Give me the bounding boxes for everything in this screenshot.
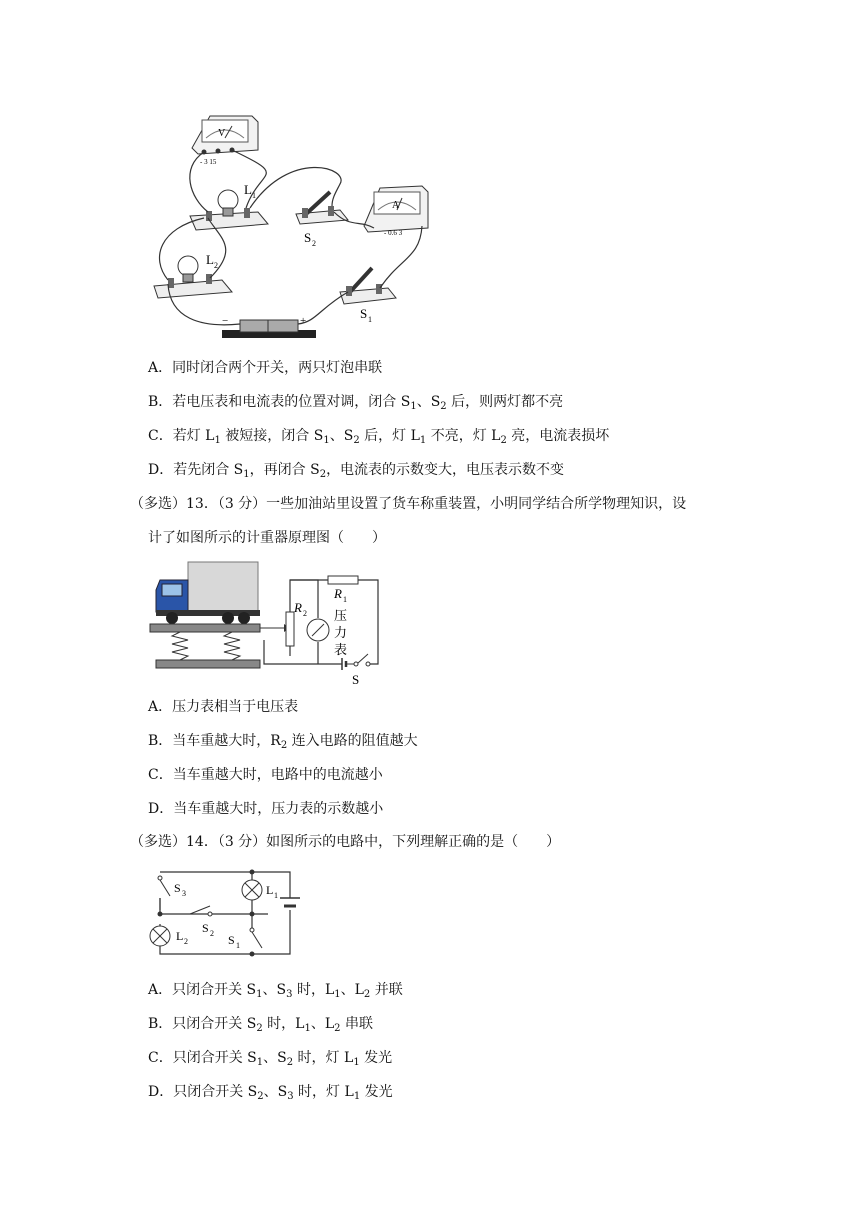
svg-text:−: −	[222, 315, 229, 327]
q12-option-c: C．若灯 $L_1$ 被短接，闭合 $S_1$、$S_2$ 后，灯 $L_1$ 不亮，灯 $L_2$ 亮，电流表损坏	[148, 428, 610, 446]
switch-s	[358, 654, 368, 663]
circuit-photo-figure	[140, 108, 440, 344]
q13-option-a: A．压力表相当于电压表	[148, 699, 299, 715]
svg-text:压: 压	[334, 608, 348, 623]
lamp-switch-circuit-figure	[140, 862, 310, 966]
q13-stem-line2: 计了如图所示的计重器原理图（ ）	[148, 530, 386, 546]
q13-option-b: B．当车重越大时，$R_2$ 连入电路的阻值越大	[148, 733, 418, 751]
svg-text:S: S	[360, 306, 368, 321]
ammeter	[364, 186, 428, 237]
lamp-l1-symbol	[242, 880, 262, 900]
resistor-r2	[286, 612, 294, 646]
weighing-circuit-figure	[148, 556, 388, 688]
svg-text:S: S	[202, 921, 209, 935]
truck-image	[156, 562, 260, 624]
svg-text:2: 2	[303, 609, 307, 618]
q14-option-c: C．只闭合开关 $S_1$、$S_2$ 时，灯 $L_1$ 发光	[148, 1050, 393, 1068]
svg-text:- 0.6 3: - 0.6 3	[384, 229, 403, 237]
svg-text:力: 力	[334, 625, 348, 640]
svg-text:- 3 15: - 3 15	[200, 158, 217, 166]
switch-s3	[160, 880, 170, 896]
q13-stem-line1: （多选）13．（3 分）一些加油站里设置了货车称重装置，小明同学结合所学物理知识，设	[130, 496, 687, 512]
svg-text:表: 表	[334, 642, 348, 657]
svg-text:2: 2	[184, 937, 188, 946]
svg-text:R: R	[294, 600, 302, 615]
svg-text:1: 1	[343, 595, 347, 604]
svg-text:S: S	[352, 672, 360, 687]
q14-stem: （多选）14．（3 分）如图所示的电路中，下列理解正确的是（ ）	[130, 834, 561, 850]
base-plate	[156, 660, 260, 668]
switch-s1	[340, 268, 396, 324]
resistor-r1	[328, 576, 358, 584]
svg-text:2: 2	[210, 929, 214, 938]
svg-text:L: L	[266, 883, 274, 897]
svg-text:L: L	[206, 252, 214, 267]
lamp-l2-symbol	[150, 926, 170, 946]
spring-left	[172, 632, 188, 660]
q14-option-b: B．只闭合开关 $S_2$ 时，$L_1$、$L_2$ 串联	[148, 1016, 373, 1034]
weighing-platform	[150, 624, 260, 632]
q13-option-c: C．当车重越大时，电路中的电流越小	[148, 767, 383, 783]
svg-text:1: 1	[368, 315, 372, 324]
svg-text:1: 1	[274, 891, 278, 900]
q12-option-a: A．同时闭合两个开关，两只灯泡串联	[148, 360, 383, 376]
lamp-l2	[154, 252, 232, 298]
svg-text:+: +	[300, 315, 307, 327]
svg-text:3: 3	[182, 889, 186, 898]
switch-s1	[252, 932, 262, 948]
q12-option-b: B．若电压表和电流表的位置对调，闭合 $S_1$、$S_2$ 后，则两灯都不亮	[148, 394, 564, 412]
svg-text:1: 1	[236, 941, 240, 950]
svg-text:V: V	[218, 128, 226, 139]
svg-text:L: L	[176, 929, 184, 943]
switch-s2	[296, 192, 348, 248]
q13-option-d: D．当车重越大时，压力表的示数越小	[148, 801, 384, 817]
svg-text:S: S	[174, 881, 181, 895]
svg-text:S: S	[304, 230, 312, 245]
svg-text:2: 2	[214, 261, 218, 270]
battery-pack	[222, 315, 316, 338]
q14-option-a: A．只闭合开关 $S_1$、$S_3$ 时，$L_1$、$L_2$ 并联	[148, 982, 403, 1000]
svg-text:2: 2	[312, 239, 316, 248]
q14-option-d: D．只闭合开关 $S_2$、$S_3$ 时，灯 $L_1$ 发光	[148, 1084, 393, 1102]
switch-s2	[190, 906, 210, 914]
svg-text:A: A	[392, 200, 400, 211]
svg-text:1: 1	[252, 191, 256, 200]
q12-option-d: D．若先闭合 $S_1$，再闭合 $S_2$，电流表的示数变大，电压表示数不变	[148, 462, 565, 480]
svg-text:L: L	[244, 182, 252, 197]
svg-text:R: R	[334, 586, 342, 601]
spring-right	[224, 632, 240, 660]
svg-text:S: S	[228, 933, 235, 947]
